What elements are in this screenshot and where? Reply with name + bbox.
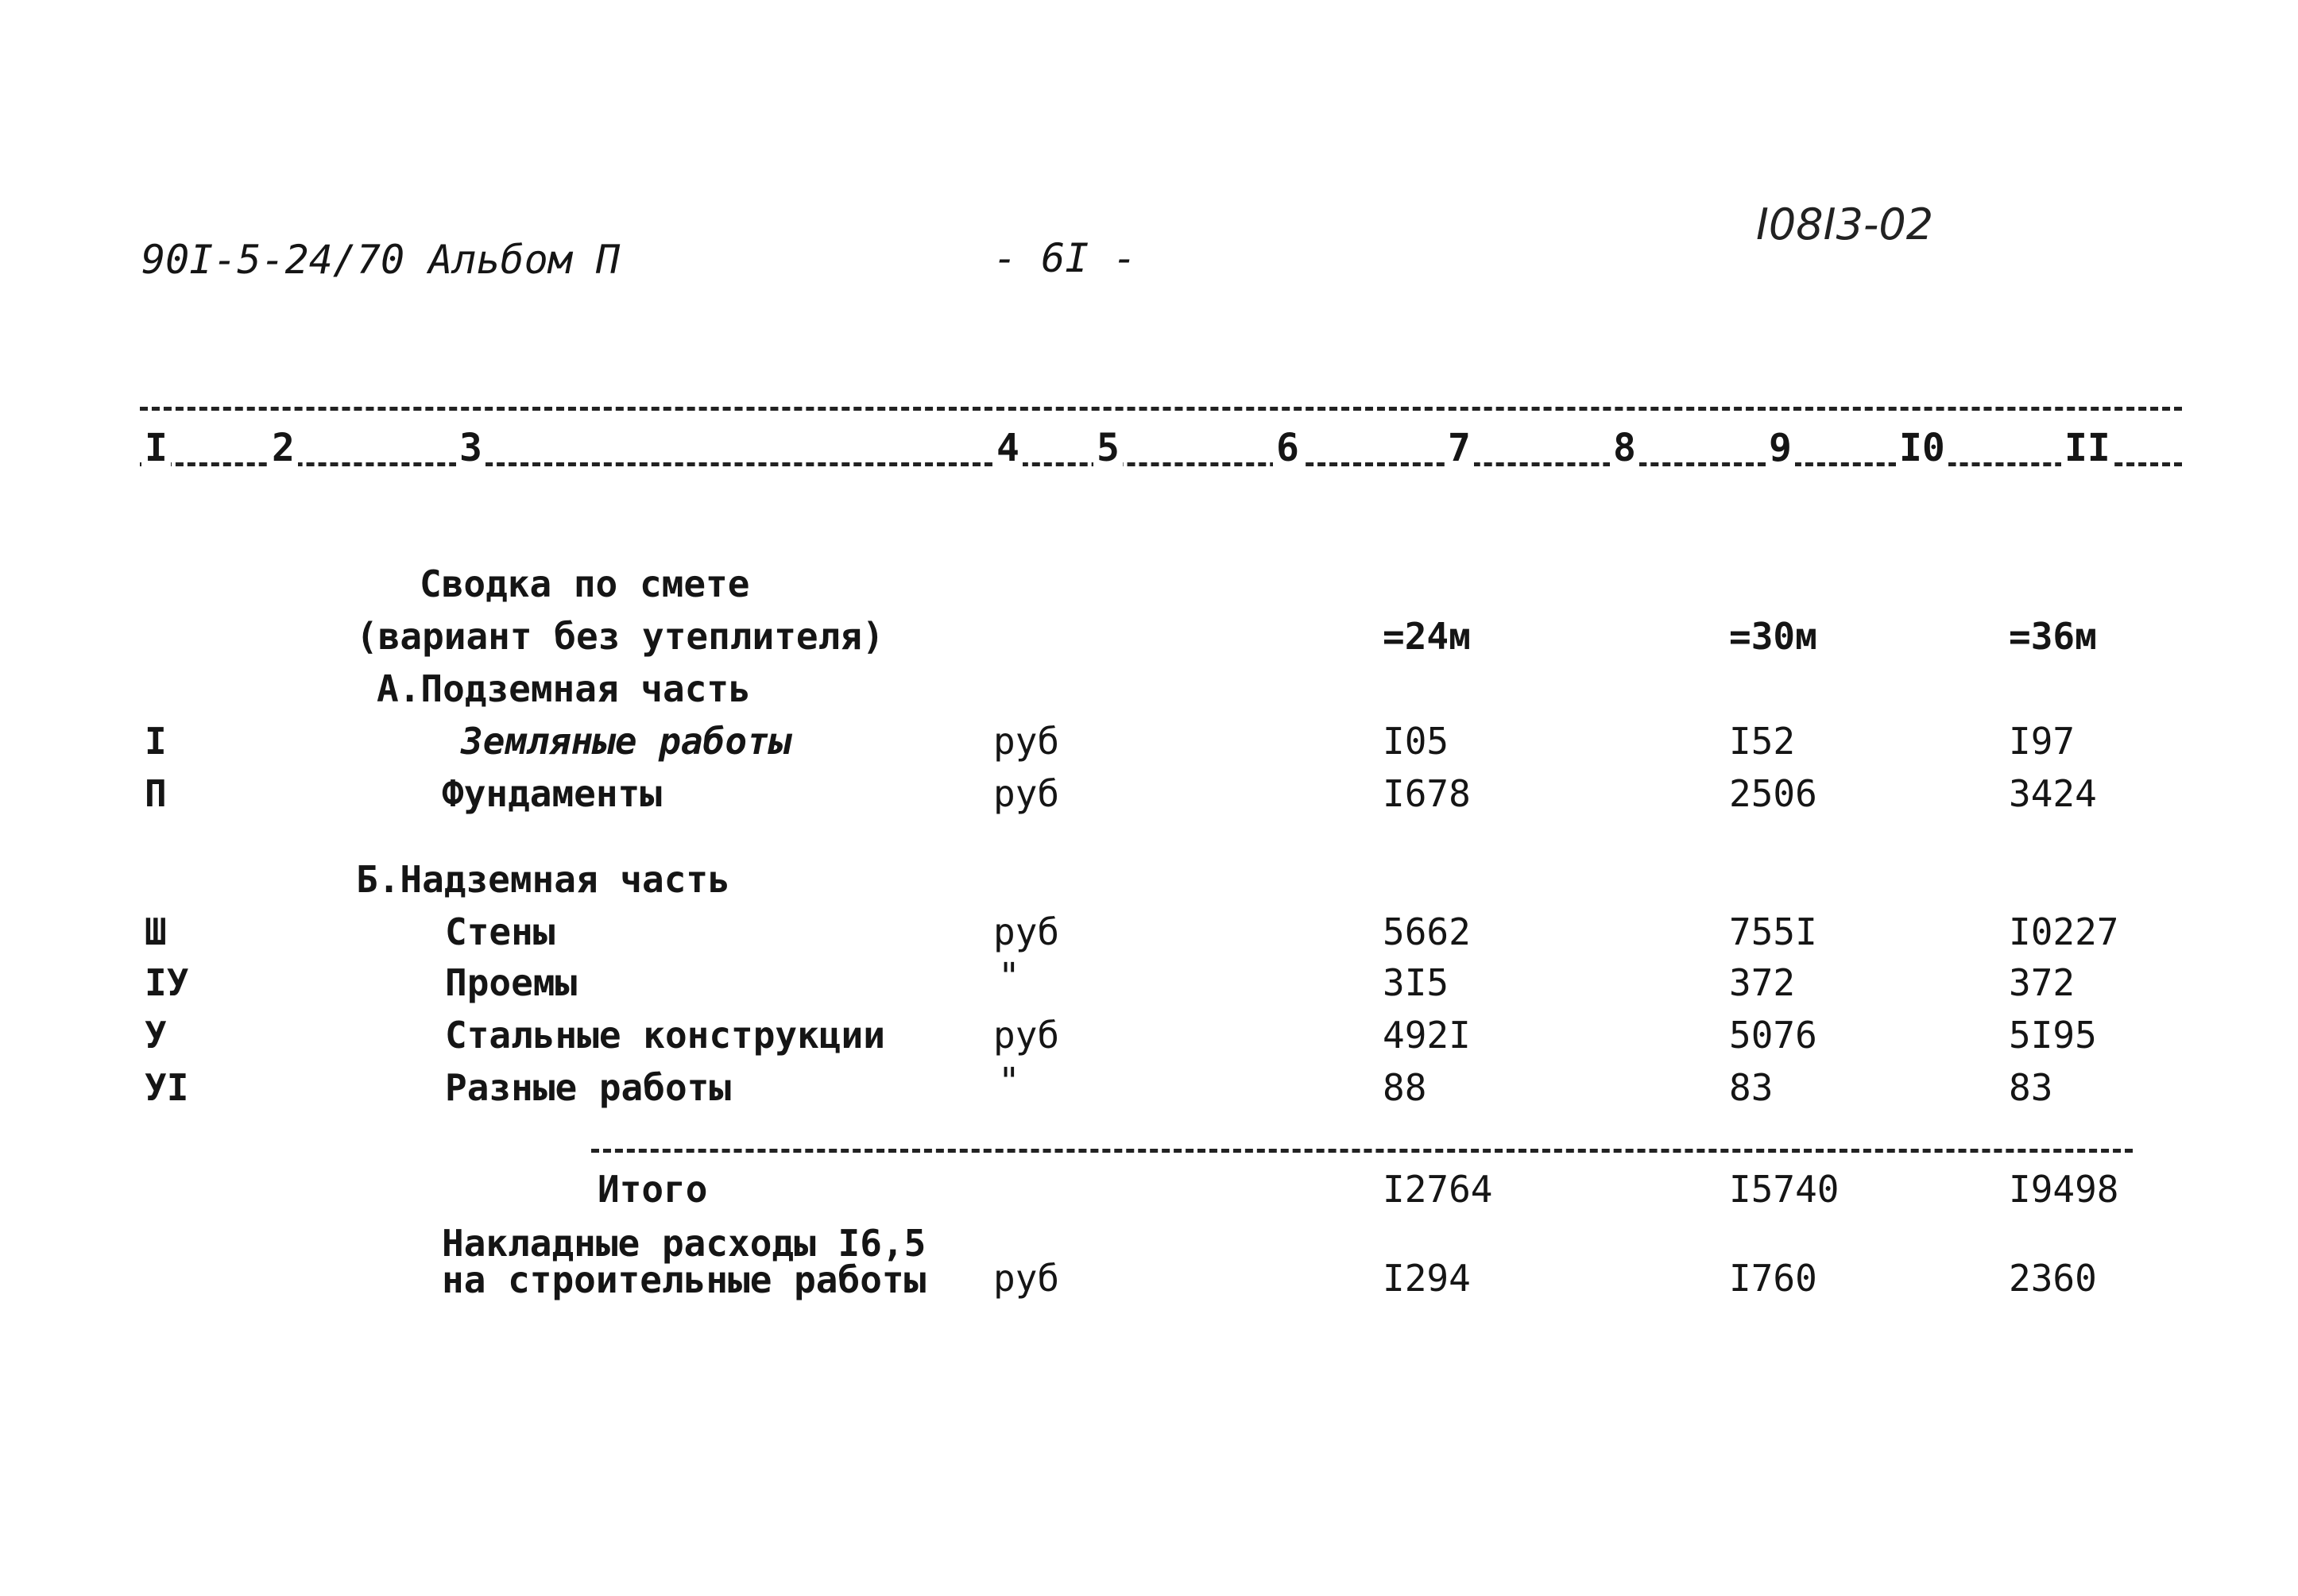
overhead-label: Накладные расходы I6,5	[442, 1222, 927, 1265]
variant-header: =36м	[2009, 615, 2097, 658]
row-name: Проемы	[445, 961, 578, 1004]
column-number: 5	[1093, 429, 1123, 467]
row-value: 3424	[2009, 772, 2097, 815]
row-name: Стальные конструкции	[445, 1014, 885, 1057]
column-number: 9	[1766, 429, 1795, 467]
row-unit: руб	[993, 772, 1060, 815]
row-value: 2506	[1729, 772, 1817, 815]
row-number: IУ	[145, 961, 189, 1004]
row-number: У	[145, 1014, 167, 1057]
variant-header: =24м	[1383, 615, 1471, 658]
row-name: Земляные работы	[461, 720, 791, 763]
row-number: П	[145, 772, 167, 815]
row-unit: "	[998, 1060, 1020, 1103]
totals-rule	[591, 1149, 2133, 1153]
column-number: 2	[269, 429, 298, 467]
row-number: Ш	[145, 910, 167, 953]
section-a-title: А.Подземная часть	[377, 667, 751, 710]
section-b-title: Б.Надземная часть	[356, 858, 730, 901]
row-value: 372	[2009, 961, 2076, 1004]
column-number: 7	[1445, 429, 1474, 467]
row-value: I97	[2009, 720, 2076, 763]
document-code: 90I-5-24/70 Альбом П	[141, 237, 621, 283]
row-number: УI	[145, 1066, 189, 1109]
row-value: 3I5	[1383, 961, 1449, 1004]
row-value: I0227	[2009, 910, 2119, 953]
summary-title: Сводка по смете	[420, 562, 750, 605]
row-value: 83	[2009, 1066, 2053, 1109]
header-rule-top	[140, 407, 2182, 411]
row-name: Фундаменты	[442, 772, 662, 815]
column-number: 6	[1273, 429, 1302, 467]
row-value: 5076	[1729, 1014, 1817, 1057]
overhead-value: 2360	[2009, 1257, 2097, 1300]
row-unit: руб	[993, 910, 1060, 953]
row-name: Стены	[445, 910, 555, 953]
totals-value: I5740	[1729, 1168, 1840, 1211]
column-number: 4	[993, 429, 1023, 467]
row-value: I52	[1729, 720, 1796, 763]
totals-value: I2764	[1383, 1168, 1493, 1211]
row-name: Разные работы	[445, 1066, 732, 1109]
overhead-value: I294	[1383, 1257, 1471, 1300]
totals-value: I9498	[2009, 1168, 2119, 1211]
row-number: I	[145, 720, 167, 763]
column-number: I0	[1896, 429, 1948, 467]
row-unit: руб	[993, 1014, 1060, 1057]
row-value: 5662	[1383, 910, 1471, 953]
header-rule-bottom	[140, 462, 2182, 466]
column-number: II	[2061, 429, 2114, 467]
variant-header: =30м	[1729, 615, 1817, 658]
overhead-value: I760	[1729, 1257, 1817, 1300]
row-value: I678	[1383, 772, 1471, 815]
column-number: 8	[1610, 429, 1639, 467]
row-value: 755I	[1729, 910, 1817, 953]
row-value: I05	[1383, 720, 1449, 763]
row-value: 83	[1729, 1066, 1774, 1109]
column-number: 3	[456, 429, 486, 467]
summary-subtitle: (вариант без утеплителя)	[356, 615, 884, 658]
row-value: 88	[1383, 1066, 1427, 1109]
totals-label: Итого	[598, 1168, 708, 1211]
row-value: 492I	[1383, 1014, 1471, 1057]
handwritten-number: I08I3-02	[1756, 199, 1934, 249]
column-number: I	[141, 429, 171, 467]
overhead-unit: руб	[993, 1257, 1060, 1300]
page-number: - 6I -	[993, 235, 1137, 281]
row-unit: руб	[993, 720, 1060, 763]
row-unit: "	[998, 955, 1020, 998]
overhead-label: на строительные работы	[442, 1258, 927, 1301]
row-value: 5I95	[2009, 1014, 2097, 1057]
row-value: 372	[1729, 961, 1796, 1004]
